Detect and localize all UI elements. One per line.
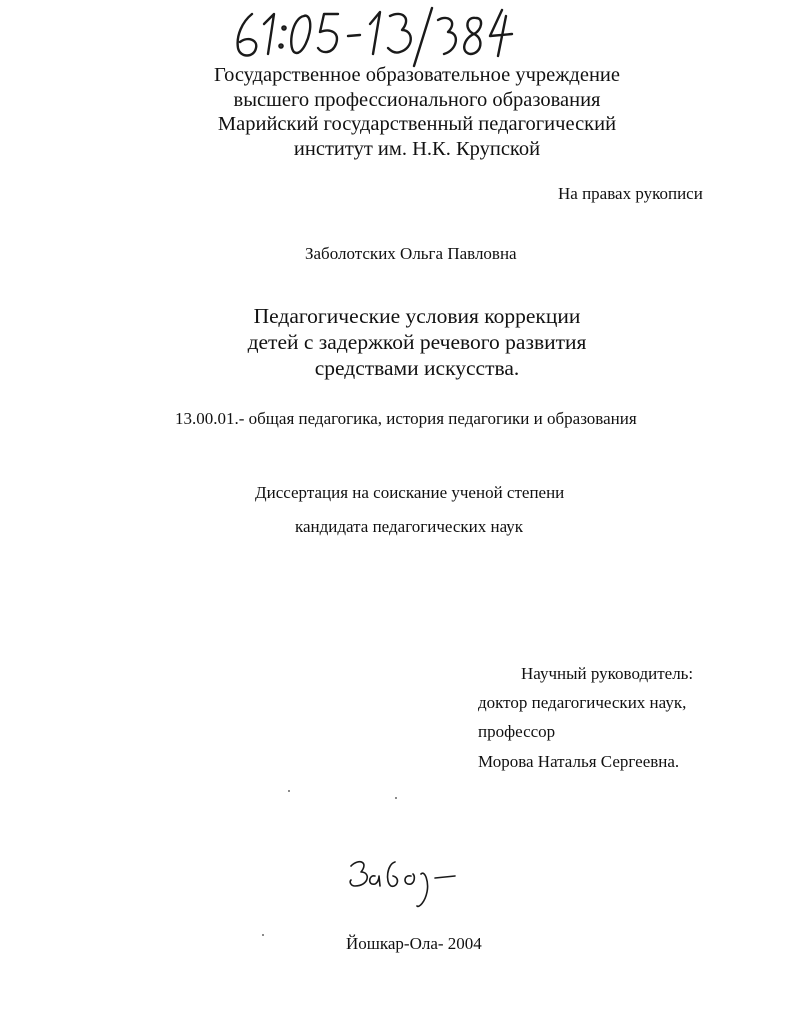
scan-speck: [395, 797, 397, 799]
author-name: Заболотских Ольга Павловна: [305, 244, 517, 263]
rights-note: На правах рукописи: [558, 184, 703, 203]
institution-line-2: высшего профессионального образования: [233, 88, 601, 111]
institution-line-1: Государственное образовательное учреждение: [214, 64, 620, 86]
supervisor-name: Морова Наталья Сергеевна.: [478, 752, 680, 771]
handwritten-signature: [345, 852, 460, 912]
title-line-1: Педагогические условия коррекции: [253, 304, 581, 328]
institution-line-3: Марийский государственный педагогический: [217, 113, 617, 135]
scan-speck: [288, 790, 290, 792]
supervisor-degree: доктор педагогических наук,: [478, 693, 687, 712]
title-line-3: средствами искусства.: [314, 356, 520, 380]
title-line-2: детей с задержкой речевого развития: [247, 330, 587, 354]
dissertation-title: [0, 303, 794, 381]
scan-speck: [262, 934, 264, 936]
institution-line-4: институт им. Н.К. Крупской: [293, 137, 541, 160]
specialty-code: 13.00.01.- общая педагогика, история педагогики и образования: [175, 409, 637, 428]
city-and-year: Йошкар-Ола- 2004: [346, 934, 482, 953]
handwritten-archive-code: [230, 2, 520, 72]
degree-statement: кандидата педагогических наук: [295, 517, 524, 536]
dissertation-statement: Диссертация на соискание ученой степени: [255, 483, 565, 502]
institution-block: [0, 63, 794, 161]
supervisor-heading: Научный руководитель:: [521, 664, 694, 683]
supervisor-rank: профессор: [478, 722, 556, 741]
